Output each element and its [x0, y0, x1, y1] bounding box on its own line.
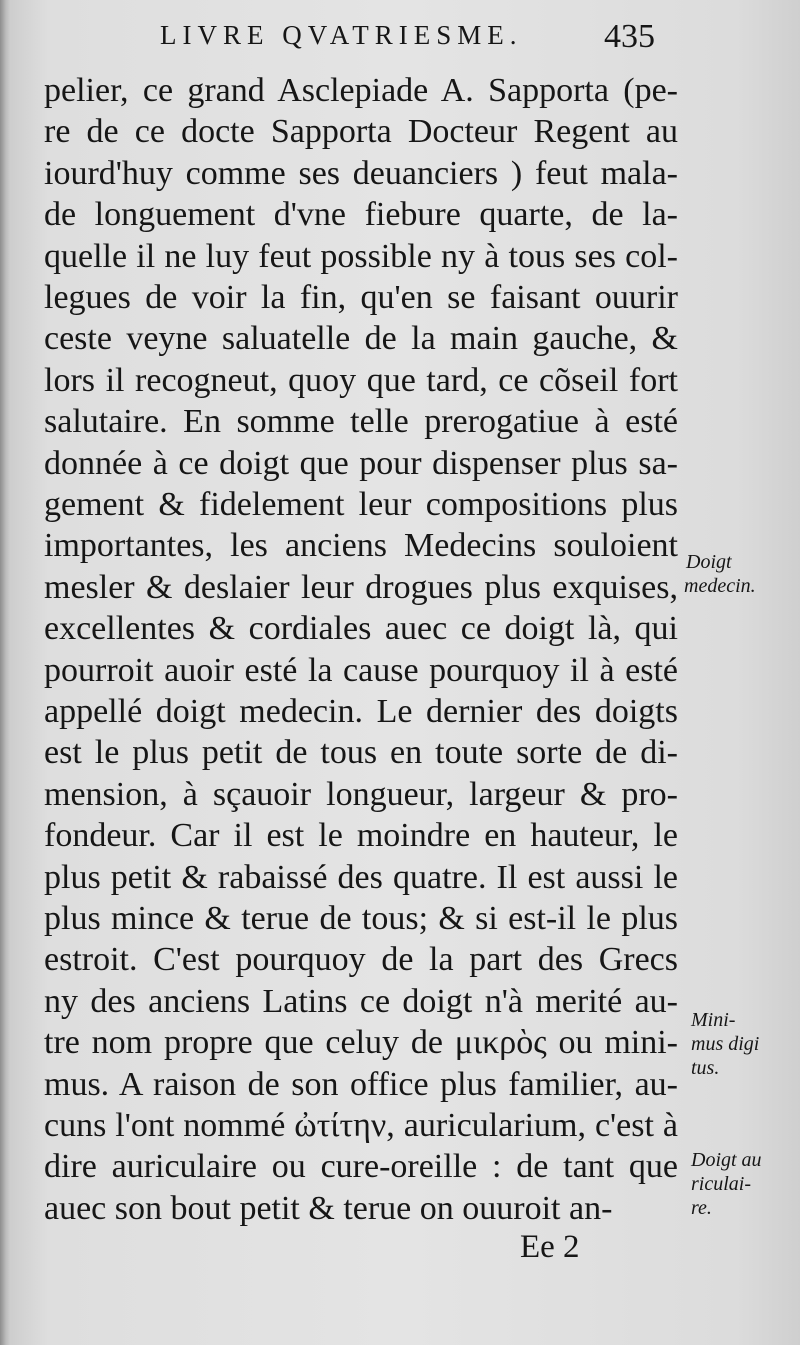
body-line: auec son bout petit & terue on ouuroit an- [44, 1190, 613, 1227]
page-number: 435 [604, 18, 655, 55]
body-line: mus. A raison de son office plus familier, au- [44, 1066, 678, 1103]
margin-note-doigt-auriculaire [691, 1148, 762, 1220]
page-gutter-shadow [0, 0, 10, 1345]
margin-note-line: re. [691, 1197, 712, 1219]
margin-note-line: riculai- [691, 1173, 751, 1195]
body-line: estroit. C'est pourquoy de la part des Grecs [44, 941, 678, 978]
body-line: salutaire. En somme telle prerogatiue à esté [44, 403, 678, 440]
body-line: gement & fidelement leur compositions plus [44, 486, 678, 523]
body-line: fondeur. Car il est le moindre en hauteur, le [44, 817, 678, 854]
body-line: pelier, ce grand Asclepiade A. Sapporta (pe- [44, 72, 678, 109]
margin-note-line: Doigt [686, 551, 732, 573]
body-line: mesler & deslaier leur drogues plus exquises, [44, 569, 678, 606]
margin-note-doigt-medecin [684, 550, 756, 598]
body-line: tre nom propre que celuy de μικρὸς ou mini- [44, 1024, 678, 1061]
body-line: legues de voir la fin, qu'en se faisant ouurir [44, 279, 678, 316]
body-line: iourd'huy comme ses deuanciers ) feut mala- [44, 155, 678, 192]
body-line: est le plus petit de tous en toute sorte de di- [44, 734, 678, 771]
margin-note-line: medecin. [684, 575, 756, 597]
body-line: plus mince & terue de tous; & si est-il le plus [44, 900, 678, 937]
body-line: plus petit & rabaissé des quatre. Il est aussi le [44, 859, 678, 896]
signature-mark: Ee 2 [520, 1229, 580, 1265]
body-line: excellentes & cordiales auec ce doigt là, qui [44, 610, 678, 647]
margin-note-line: Doigt au [691, 1149, 762, 1171]
margin-note-line: tus. [691, 1057, 720, 1079]
body-line: pourroit auoir esté la cause pourquoy il à esté [44, 652, 678, 689]
body-line: appellé doigt medecin. Le dernier des doigts [44, 693, 678, 730]
margin-note-line: Mini- [691, 1009, 736, 1031]
body-line: mension, à sçauoir longueur, largeur & pro- [44, 776, 678, 813]
margin-note-line: mus digi [691, 1033, 760, 1055]
body-line: re de ce docte Sapporta Docteur Regent au [44, 113, 678, 150]
margin-note-minimus-digitus [691, 1008, 759, 1080]
body-line: importantes, les anciens Medecins souloient [44, 527, 678, 564]
body-line: ny des anciens Latins ce doigt n'à merité au- [44, 983, 678, 1020]
body-line: lors il recogneut, quoy que tard, ce cõseil fort [44, 362, 678, 399]
body-line: dire auriculaire ou cure-oreille : de tant que [44, 1148, 678, 1185]
running-title: LIVRE QVATRIESME. [160, 20, 523, 50]
body-line: cuns l'ont nommé ὠτίτην, auricularium, c'est à [44, 1107, 678, 1144]
body-line: ceste veyne saluatelle de la main gauche, & [44, 320, 678, 357]
body-line: donnée à ce doigt que pour dispenser plus sa- [44, 445, 678, 482]
body-line: quelle il ne luy feut possible ny à tous ses col- [44, 238, 678, 275]
body-line: de longuement d'vne fiebure quarte, de la- [44, 196, 678, 233]
